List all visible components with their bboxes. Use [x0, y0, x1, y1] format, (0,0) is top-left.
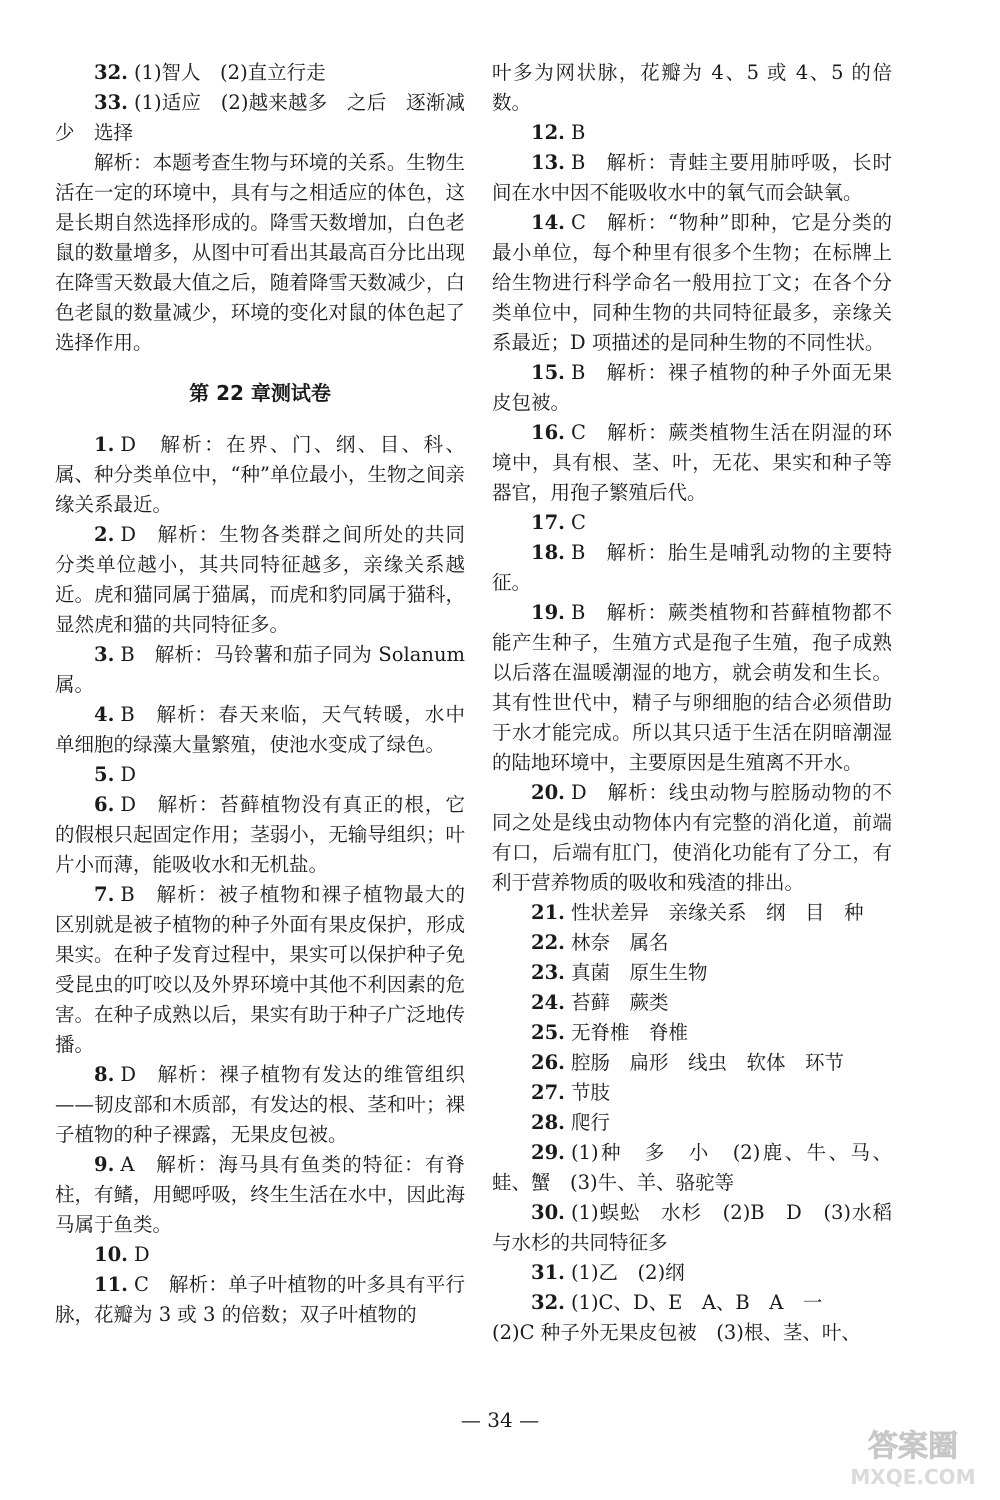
- watermark-logo: [838, 1422, 988, 1492]
- answer-text: C 解析：“物种”即种，它是分类的最小单位，每个种里有很多个生物；在标牌上给生物进行科学命名一般用拉丁文；在各个分类单位中，同种生物的共同特征最多，亲缘关系最近；D 项描述的是同种生物的不同性状。: [492, 211, 892, 354]
- answer-number: 30.: [531, 1201, 565, 1224]
- answer-number: 5.: [94, 763, 115, 786]
- answer-item: [492, 208, 892, 358]
- answer-item: [492, 598, 892, 778]
- answer-item: [492, 958, 892, 988]
- answer-number: 32.: [94, 61, 128, 84]
- answer-text: B 解析：春天来临，天气转暖，水中单细胞的绿藻大量繁殖，使池水变成了绿色。: [55, 703, 465, 756]
- answer-number: 9.: [94, 1153, 115, 1176]
- answer-number: 11.: [94, 1273, 128, 1296]
- answer-number: 16.: [531, 421, 565, 444]
- answer-text: (1)种 多 小 (2)鹿、牛、马、蛙、蟹 (3)牛、羊、骆驼等: [492, 1141, 892, 1194]
- answer-item: [55, 58, 465, 88]
- answer-item: [492, 418, 892, 508]
- answer-item: [55, 148, 465, 358]
- answer-item: [55, 880, 465, 1060]
- answer-text: B 解析：马铃薯和茄子同为 Solanum 属。: [55, 643, 465, 696]
- answer-text: 真菌 原生生物: [570, 961, 708, 984]
- answer-text: (1)蜈蚣 水杉 (2)B D (3)水稻与水杉的共同特征多: [492, 1201, 892, 1254]
- answer-item: [492, 1288, 892, 1318]
- answer-item: [492, 1048, 892, 1078]
- answer-item: [492, 928, 892, 958]
- answer-text: D 解析：线虫动物与腔肠动物的不同之处是线虫动物体内有完整的消化道，前端有口，后端有肛门，使消化功能有了分工，有利于营养物质的吸收和残渣的排出。: [492, 781, 892, 894]
- answer-number: 12.: [531, 121, 565, 144]
- answer-number: 15.: [531, 361, 565, 384]
- answer-number: 13.: [531, 151, 565, 174]
- answer-number: 22.: [531, 931, 565, 954]
- answer-item: [55, 430, 465, 520]
- answer-number: 26.: [531, 1051, 565, 1074]
- answer-text: D 解析：苔藓植物没有真正的根，它的假根只起固定作用；茎弱小，无输导组织；叶片小而薄，能吸收水和无机盐。: [55, 793, 465, 876]
- answer-text: D: [120, 763, 136, 786]
- answer-number: 4.: [94, 703, 115, 726]
- answer-text: B 解析：蕨类植物和苔藓植物都不能产生种子，生殖方式是孢子生殖，孢子成熟以后落在温暖潮湿的地方，就会萌发和生长。其有性世代中，精子与卵细胞的结合必须借助于水才能完成。所以其只适于生活在阴暗潮湿的陆地环境中，主要原因是生殖离不开水。: [492, 601, 892, 774]
- answer-item: [492, 1198, 892, 1258]
- answer-item: [492, 118, 892, 148]
- answer-item: [55, 520, 465, 640]
- answer-text: D 解析：在界、门、纲、目、科、属、种分类单位中，“种”单位最小，生物之间亲缘关系最近。: [55, 433, 465, 516]
- answer-number: 20.: [531, 781, 565, 804]
- answer-number: 29.: [531, 1141, 565, 1164]
- answer-text: (1)C、D、E A、B A 一: [570, 1291, 823, 1314]
- answer-number: 21.: [531, 901, 565, 924]
- answer-item: [492, 508, 892, 538]
- answer-item: [492, 358, 892, 418]
- answer-number: 3.: [94, 643, 115, 666]
- answer-number: 31.: [531, 1261, 565, 1284]
- answer-item: [492, 988, 892, 1018]
- section-heading: 第 22 章测试卷: [189, 381, 331, 405]
- answer-text: 叶多为网状脉，花瓣为 4、5 或 4、5 的倍数。: [492, 61, 892, 114]
- answer-number: 18.: [531, 541, 565, 564]
- answer-item: [55, 1270, 465, 1330]
- answer-number: 33.: [94, 91, 128, 114]
- answer-number: 27.: [531, 1081, 565, 1104]
- answer-item: [55, 790, 465, 880]
- answer-number: 8.: [94, 1063, 115, 1086]
- answer-text: 节肢: [570, 1081, 610, 1104]
- answer-text: 解析：本题考查生物与环境的关系。生物生活在一定的环境中，具有与之相适应的体色，这是长期自然选择形成的。降雪天数增加，白色老鼠的数量增多，从图中可看出其最高百分比出现在降雪天数最大值之后，随着降雪天数减少，白色老鼠的数量减少，环境的变化对鼠的体色起了选择作用。: [55, 151, 465, 354]
- answer-item: [492, 1258, 892, 1288]
- answer-text: B 解析：被子植物和裸子植物最大的区别就是被子植物的种子外面有果皮保护，形成果实。在种子发育过程中，果实可以保护种子免受昆虫的叮咬以及外界环境中其他不利因素的危害。在种子成熟以后，果实有助于种子广泛地传播。: [55, 883, 465, 1056]
- answer-item: [492, 1138, 892, 1198]
- answer-item: [492, 538, 892, 598]
- answer-text: 爬行: [570, 1111, 610, 1134]
- page-number: — 34 —: [460, 1408, 540, 1432]
- answer-text: (1)适应 (2)越来越多 之后 逐渐减少 选择: [55, 91, 465, 144]
- answer-text: 林奈 属名: [570, 931, 669, 954]
- answer-text: B 解析：青蛙主要用肺呼吸，长时间在水中因不能吸收水中的氧气而会缺氧。: [492, 151, 892, 204]
- answer-number: 17.: [531, 511, 565, 534]
- answer-text: B 解析：裸子植物的种子外面无果皮包被。: [492, 361, 892, 414]
- answer-number: 14.: [531, 211, 565, 234]
- answer-number: 24.: [531, 991, 565, 1014]
- answer-text: A 解析：海马具有鱼类的特征：有脊柱，有鳍，用鳃呼吸，终生生活在水中，因此海马属于鱼类。: [55, 1153, 465, 1236]
- answer-item: [55, 1150, 465, 1240]
- svg-text:MXQE.COM: MXQE.COM: [850, 1465, 976, 1489]
- answer-item: [492, 778, 892, 898]
- answer-number: 7.: [94, 883, 115, 906]
- answer-item: [55, 88, 465, 148]
- answer-text: 性状差异 亲缘关系 纲 目 种: [570, 901, 864, 924]
- answer-item: [55, 640, 465, 700]
- answer-item: [492, 148, 892, 208]
- answer-number: 32.: [531, 1291, 565, 1314]
- answer-text: 腔肠 扁形 线虫 软体 环节: [570, 1051, 844, 1074]
- answer-item: [55, 700, 465, 760]
- answer-text: C: [570, 511, 586, 534]
- answer-item: [492, 898, 892, 928]
- answer-text: 苔藓 蕨类: [570, 991, 669, 1014]
- answer-number: 28.: [531, 1111, 565, 1134]
- right-column: [492, 58, 892, 1348]
- answer-number: 1.: [94, 433, 115, 456]
- answer-item: [492, 1018, 892, 1048]
- answer-item: [492, 1078, 892, 1108]
- svg-text:答案圈: 答案圈: [868, 1429, 958, 1464]
- answer-text: B: [570, 121, 586, 144]
- answer-text: (1)乙 (2)纲: [570, 1261, 685, 1284]
- answer-text: D: [133, 1243, 150, 1266]
- answer-number: 2.: [94, 523, 115, 546]
- continued-text: [492, 1318, 892, 1348]
- answer-number: 10.: [94, 1243, 128, 1266]
- answer-text: C 解析：单子叶植物的叶多具有平行脉，花瓣为 3 或 3 的倍数；双子叶植物的: [55, 1273, 465, 1326]
- answer-text: (1)智人 (2)直立行走: [133, 61, 326, 84]
- answer-item: [492, 1108, 892, 1138]
- answer-number: 23.: [531, 961, 565, 984]
- answer-number: 25.: [531, 1021, 565, 1044]
- answer-text: C 解析：蕨类植物生活在阴湿的环境中，具有根、茎、叶，无花、果实和种子等器官，用孢子繁殖后代。: [492, 421, 892, 504]
- answer-text: D 解析：生物各类群之间所处的共同分类单位越小，其共同特征越多，亲缘关系越近。虎和猫同属于猫属，而虎和豹同属于猫科，显然虎和猫的共同特征多。: [55, 523, 465, 636]
- answer-number: 6.: [94, 793, 115, 816]
- answer-item: [55, 1060, 465, 1150]
- answer-item: [55, 1240, 465, 1270]
- answer-text: (2)C 种子外无果皮包被 (3)根、茎、叶、: [492, 1321, 861, 1344]
- left-column: [55, 58, 465, 1330]
- answer-number: 19.: [531, 601, 565, 624]
- answer-text: D 解析：裸子植物有发达的维管组织——韧皮部和木质部，有发达的根、茎和叶；裸子植物的种子裸露，无果皮包被。: [55, 1063, 465, 1146]
- answer-text: 无脊椎 脊椎: [570, 1021, 688, 1044]
- answer-text: B 解析：胎生是哺乳动物的主要特征。: [492, 541, 892, 594]
- continued-text: [492, 58, 892, 118]
- answer-item: [55, 760, 465, 790]
